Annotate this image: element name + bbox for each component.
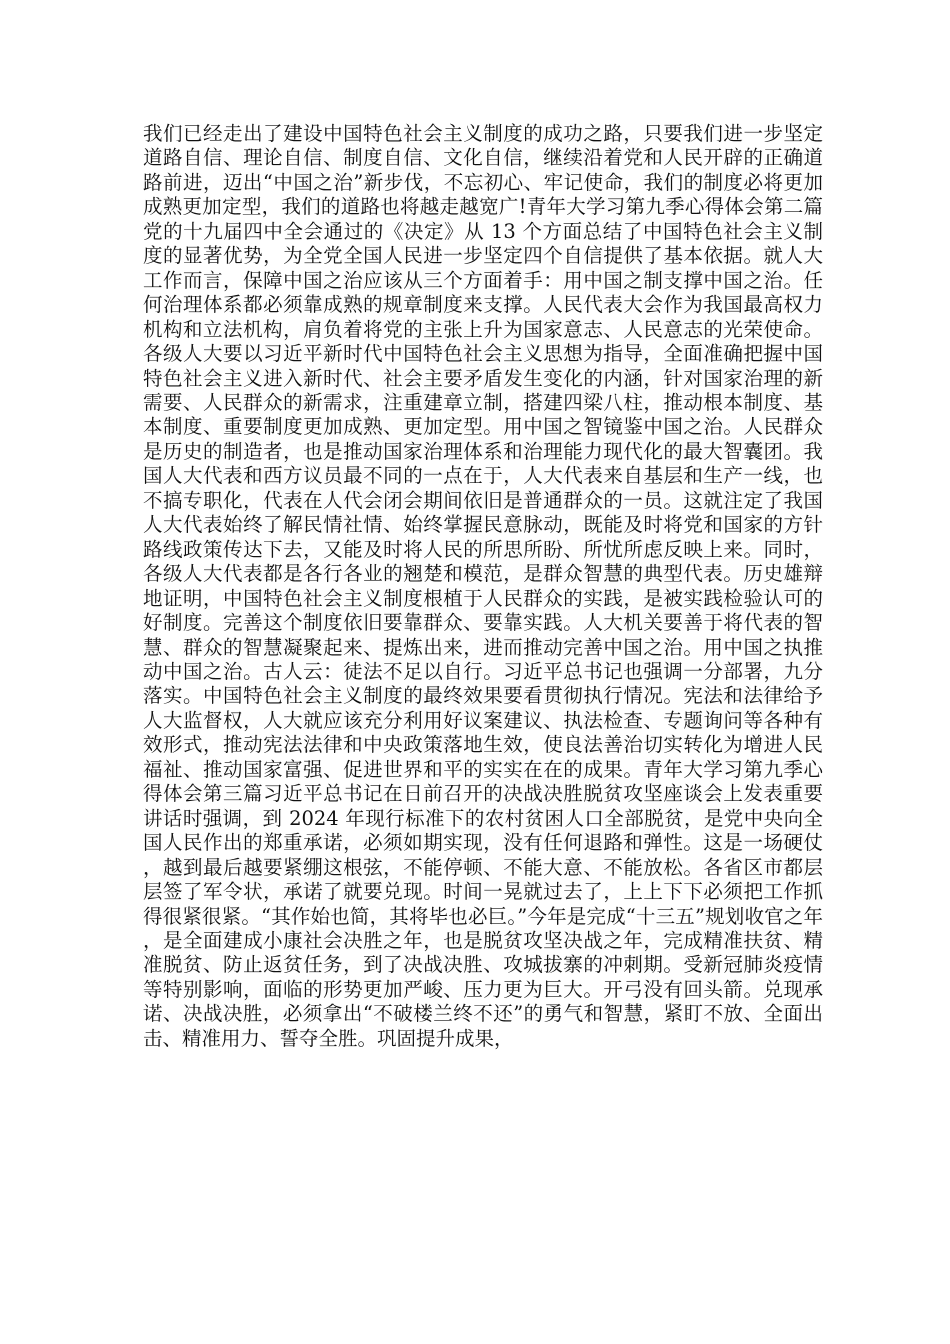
body-paragraph: 我们已经走出了建设中国特色社会主义制度的成功之路，只要我们进一步坚定道路自信、理论自信、制度自信、文化自信，继续沿着党和人民开辟的正确道路前进，迈出“中国之治”新步伐，不忘初心、牢记使命，我们的制度必将更加成熟更加定型，我们的道路也将越走越宽广!青年大学习第九季心得体会第二篇党的十九届四中全会通过的《决定》从 13 个方面总结了中国特色社会主义制度的显著优势，为全党全国人民进一步坚定四个自信提供了基本依据。就人大工作而言，保障中国之治应该从三个方面着手：用中国之制支撑中国之治。任何治理体系都必须靠成熟的规章制度来支撑。人民代表大会作为我国最高权力机构和立法机构，肩负着将党的主张上升为国家意志、人民意志的光荣使命。各级人大要以习近平新时代中国特色社会主义思想为指导，全面准确把握中国特色社会主义进入新时代、社会主要矛盾发生变化的内涵，针对国家治理的新需要、人民群众的新需求，注重建章立制，搭建四梁八柱，推动根本制度、基本制度、重要制度更加成熟、更加定型。用中国之智镜鉴中国之治。人民群众是历史的制造者，也是推动国家治理体系和治理能力现代化的最大智囊团。我国人大代表和西方议员最不同的一点在于，人大代表来自基层和生产一线，也不搞专职化，代表在人代会闭会期间依旧是普通群众的一员。这就注定了我国人大代表始终了解民情社情、始终掌握民意脉动，既能及时将党和国家的方针路线政策传达下去，又能及时将人民的所思所盼、所忧所虑反映上来。同时，各级人大代表都是各行各业的翘楚和模范，是群众智慧的典型代表。历史雄辩地证明，中国特色社会主义制度根植于人民群众的实践，是被实践检验认可的好制度。完善这个制度依旧要靠群众、要靠实践。人大机关要善于将代表的智慧、群众的智慧凝聚起来、提炼出来，进而推动完善中国之治。用中国之执推动中国之治。古人云：徒法不足以自行。习近平总书记也强调一分部署，九分落实。中国特色社会主义制度的最终效果要看贯彻执行情况。宪法和法律给予人大监督权，人大就应该充分利用好议案建议、执法检查、专题询问等各种有效形式，推动宪法法律和中央政策落地生效，使良法善治切实转化为增进人民福祉、推动国家富强、促进世界和平的实实在在的成果。青年大学习第九季心得体会第三篇习近平总书记在日前召开的决战决胜脱贫攻坚座谈会上发表重要讲话时强调，到 2024 年现行标准下的农村贫困人口全部脱贫，是党中央向全国人民作出的郑重承诺，必须如期实现，没有任何退路和弹性。这是一场硬仗，越到最后越要紧绷这根弦，不能停顿、不能大意、不能放松。各省区市都层层签了军令状，承诺了就要兑现。时间一晃就过去了，上上下下必须把工作抓得很紧很紧。“其作始也简，其将毕也必巨。”今年是完成“十三五”规划收官之年，是全面建成小康社会决胜之年，也是脱贫攻坚决战之年，完成精准扶贫、精准脱贫、防止返贫任务，到了决战决胜、攻城拔寨的冲刺期。受新冠肺炎疫情等特别影响，面临的形势更加严峻、压力更为巨大。开弓没有回头箭。兑现承诺、决战决胜，必须拿出“不破楼兰终不还”的勇气和智慧，紧盯不放、全面出击、精准用力、誓夺全胜。巩固提升成果， xyxy=(143,122,823,1050)
